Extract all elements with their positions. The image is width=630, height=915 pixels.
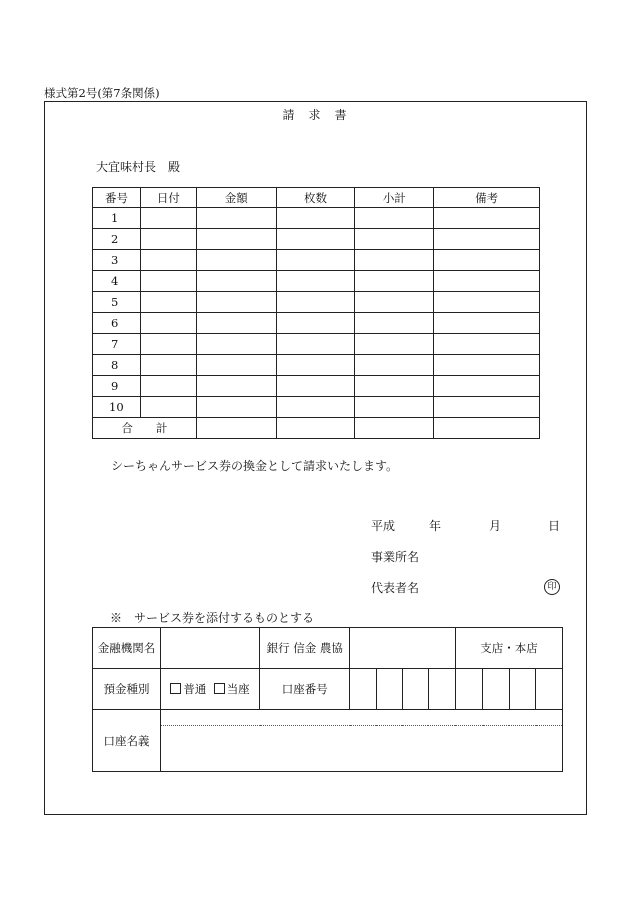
current-label: 当座 [226, 682, 250, 696]
deposit-row [93, 669, 563, 710]
remarks-cell[interactable] [434, 334, 540, 355]
count-cell[interactable] [276, 334, 355, 355]
date-cell[interactable] [140, 208, 196, 229]
subtotal-cell[interactable] [355, 313, 434, 334]
seal-icon: 印 [544, 579, 560, 595]
date-month: 月 [489, 519, 502, 533]
account-name-cell[interactable] [160, 726, 562, 772]
date-cell[interactable] [140, 397, 196, 418]
subtotal-cell[interactable] [355, 334, 434, 355]
header-subtotal: 小計 [355, 188, 434, 208]
remarks-cell[interactable] [434, 250, 540, 271]
subtotal-cell[interactable] [355, 292, 434, 313]
subtotal-cell[interactable] [355, 229, 434, 250]
date-cell[interactable] [140, 250, 196, 271]
amount-cell[interactable] [196, 334, 276, 355]
total-remarks-cell[interactable] [434, 418, 540, 439]
remarks-cell[interactable] [434, 397, 540, 418]
representative-label: 代表者名 [371, 581, 420, 595]
row-number: 8 [93, 355, 141, 376]
account-digit-cell[interactable] [402, 669, 428, 710]
deposit-type-options [160, 669, 259, 710]
remarks-cell[interactable] [434, 271, 540, 292]
account-name-kana-row [93, 710, 563, 726]
amount-cell[interactable] [196, 355, 276, 376]
table-row [93, 334, 540, 355]
row-number: 2 [93, 229, 141, 250]
count-cell[interactable] [276, 313, 355, 334]
deposit-type-label: 預金種別 [93, 669, 161, 710]
remarks-cell[interactable] [434, 229, 540, 250]
table-row [93, 208, 540, 229]
row-number: 1 [93, 208, 141, 229]
table-row [93, 313, 540, 334]
row-number: 3 [93, 250, 141, 271]
row-number: 4 [93, 271, 141, 292]
header-remarks: 備考 [434, 188, 540, 208]
form-label: 様式第2号(第7条関係) [44, 86, 160, 100]
institution-row [93, 628, 563, 669]
seal-mark [544, 578, 560, 595]
account-digit-cell[interactable] [509, 669, 536, 710]
date-era: 平成 [371, 519, 396, 533]
items-header-row [93, 188, 540, 208]
total-amount-cell[interactable] [196, 418, 276, 439]
subtotal-cell[interactable] [355, 397, 434, 418]
date-cell[interactable] [140, 313, 196, 334]
table-row [93, 292, 540, 313]
total-row [93, 418, 540, 439]
institution-label: 金融機関名 [93, 628, 161, 669]
header-count: 枚数 [276, 188, 355, 208]
subtotal-cell[interactable] [355, 250, 434, 271]
ordinary-label: 普通 [183, 682, 207, 696]
account-digit-cell[interactable] [350, 669, 376, 710]
date-cell[interactable] [140, 292, 196, 313]
account-name-row [93, 726, 563, 772]
account-digit-cell[interactable] [455, 669, 482, 710]
count-cell[interactable] [276, 250, 355, 271]
current-checkbox[interactable] [214, 683, 225, 694]
account-digit-cell[interactable] [376, 669, 402, 710]
amount-cell[interactable] [196, 376, 276, 397]
account-number-label: 口座番号 [260, 669, 350, 710]
table-row [93, 397, 540, 418]
ordinary-checkbox[interactable] [170, 683, 181, 694]
amount-cell[interactable] [196, 208, 276, 229]
addressee: 大宜味村長 殿 [96, 160, 181, 174]
date-cell[interactable] [140, 334, 196, 355]
branch-name-cell[interactable] [350, 628, 456, 669]
count-cell[interactable] [276, 229, 355, 250]
claim-statement: シーちゃんサービス券の換金として請求いたします。 [111, 459, 399, 473]
remarks-cell[interactable] [434, 292, 540, 313]
branch-type-options: 支店・本店 [455, 628, 562, 669]
amount-cell[interactable] [196, 229, 276, 250]
count-cell[interactable] [276, 355, 355, 376]
table-row [93, 376, 540, 397]
subtotal-cell[interactable] [355, 376, 434, 397]
row-number: 9 [93, 376, 141, 397]
subtotal-cell[interactable] [355, 271, 434, 292]
row-number: 10 [93, 397, 141, 418]
date-cell[interactable] [140, 271, 196, 292]
office-name-label: 事業所名 [371, 550, 420, 564]
header-date: 日付 [140, 188, 196, 208]
account-digit-cell[interactable] [536, 669, 563, 710]
bank-table [92, 627, 563, 772]
date-cell[interactable] [140, 229, 196, 250]
count-cell[interactable] [276, 397, 355, 418]
items-table [92, 187, 540, 439]
row-number: 5 [93, 292, 141, 313]
amount-cell[interactable] [196, 292, 276, 313]
table-row [93, 271, 540, 292]
date-year: 年 [429, 519, 442, 533]
total-label: 合 計 [93, 418, 197, 439]
count-cell[interactable] [276, 292, 355, 313]
count-cell[interactable] [276, 271, 355, 292]
header-amount: 金額 [196, 188, 276, 208]
count-cell[interactable] [276, 208, 355, 229]
institution-name-cell[interactable] [160, 628, 259, 669]
date-cell[interactable] [140, 355, 196, 376]
account-name-kana-cell[interactable] [160, 710, 562, 726]
amount-cell[interactable] [196, 313, 276, 334]
remarks-cell[interactable] [434, 208, 540, 229]
remarks-cell[interactable] [434, 376, 540, 397]
date-cell[interactable] [140, 376, 196, 397]
amount-cell[interactable] [196, 397, 276, 418]
attachment-note: ※ サービス券を添付するものとする [110, 611, 315, 625]
header-number: 番号 [93, 188, 141, 208]
document-title: 請 求 書 [282, 108, 348, 122]
table-row [93, 229, 540, 250]
table-row [93, 355, 540, 376]
row-number: 6 [93, 313, 141, 334]
amount-cell[interactable] [196, 250, 276, 271]
total-count-cell[interactable] [276, 418, 355, 439]
account-digit-cell[interactable] [428, 669, 455, 710]
row-number: 7 [93, 334, 141, 355]
account-name-label: 口座名義 [93, 710, 161, 772]
amount-cell[interactable] [196, 271, 276, 292]
count-cell[interactable] [276, 376, 355, 397]
total-subtotal-cell[interactable] [355, 418, 434, 439]
remarks-cell[interactable] [434, 355, 540, 376]
account-digit-cell[interactable] [483, 669, 510, 710]
date-day: 日 [548, 519, 561, 533]
bank-type-options: 銀行 信金 農協 [260, 628, 350, 669]
subtotal-cell[interactable] [355, 355, 434, 376]
remarks-cell[interactable] [434, 313, 540, 334]
table-row [93, 250, 540, 271]
subtotal-cell[interactable] [355, 208, 434, 229]
